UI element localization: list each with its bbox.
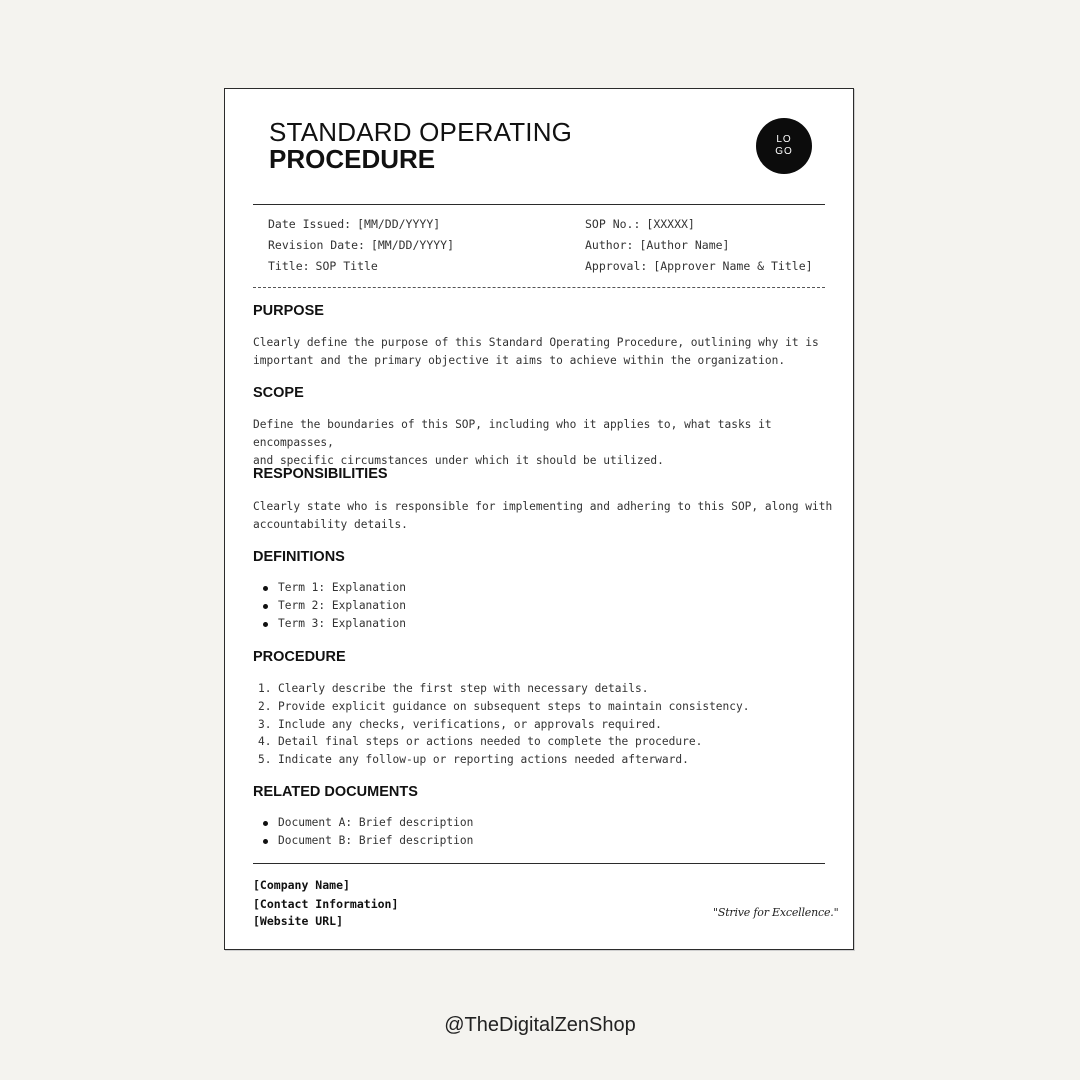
step-text: Clearly describe the first step with necessary details. [278, 682, 649, 695]
related-document-item: Document A: Brief description [261, 814, 473, 832]
meta-divider [253, 287, 825, 288]
step-number: 3. [258, 717, 272, 731]
sop-document-page [224, 88, 854, 950]
meta-title-label: Title: [268, 259, 310, 273]
meta-sop-no-value: [XXXXX] [646, 217, 695, 231]
step-text: Indicate any follow-up or reporting actions needed afterward. [278, 753, 689, 767]
meta-sop-no [585, 217, 695, 231]
meta-author-value: [Author Name] [639, 238, 730, 252]
related-document-item: Document B: Brief description [261, 832, 473, 850]
meta-title [268, 259, 378, 273]
meta-sop-no-label: SOP No.: [585, 217, 641, 231]
step-number: 1. [258, 682, 272, 695]
procedure-step [258, 716, 749, 734]
definition-item: Term 1: Explanation [261, 579, 406, 597]
step-text: Detail final steps or actions needed to complete the procedure. [278, 735, 703, 749]
meta-author-label: Author: [585, 238, 634, 252]
responsibilities-heading: RESPONSIBILITIES [253, 466, 388, 482]
logo-text: LOGO [775, 134, 793, 157]
footer-divider [253, 863, 825, 864]
definitions-heading: DEFINITIONS [253, 549, 345, 565]
purpose-text [253, 334, 833, 370]
definition-item: Term 2: Explanation [261, 597, 406, 615]
purpose-heading: PURPOSE [253, 303, 324, 319]
responsibilities-text-line: Clearly state who is responsible for implementing and adhering to this SOP, along with [253, 500, 833, 513]
meta-approval-label: Approval: [585, 259, 648, 273]
meta-date-issued [268, 217, 440, 231]
procedure-step [258, 698, 749, 716]
procedure-heading: PROCEDURE [253, 649, 346, 665]
footer-contact-info: [Contact Information] [253, 897, 399, 911]
footer-tagline: "Strive for Excellence." [713, 906, 839, 919]
definition-item: Term 3: Explanation [261, 615, 406, 633]
procedure-step [258, 680, 749, 698]
meta-revision-date-label: Revision Date: [268, 238, 365, 252]
step-number: 5. [258, 753, 272, 767]
document-title-line1: STANDARD OPERATING [269, 117, 573, 147]
definitions-list [261, 579, 406, 633]
logo-placeholder [756, 118, 812, 174]
step-text: Include any checks, verifications, or approvals required. [278, 717, 662, 731]
responsibilities-text-line: accountability details. [253, 518, 408, 531]
related-documents-list [261, 814, 473, 850]
footer-company-name: [Company Name] [253, 878, 350, 892]
meta-title-value: SOP Title [315, 259, 378, 273]
step-number: 2. [258, 699, 272, 713]
procedure-step [258, 751, 749, 769]
shop-watermark: @TheDigitalZenShop [444, 1014, 636, 1036]
scope-heading: SCOPE [253, 385, 304, 401]
procedure-step [258, 733, 749, 751]
header-divider [253, 204, 825, 205]
responsibilities-text [253, 498, 833, 534]
purpose-text-line: Clearly define the purpose of this Standard Operating Procedure, outlining why it is [253, 336, 819, 349]
meta-author [585, 238, 729, 252]
scope-text [253, 416, 833, 470]
procedure-steps [258, 680, 749, 769]
meta-approval-value: [Approver Name & Title] [653, 259, 813, 273]
purpose-text-line: important and the primary objective it aims to achieve within the organization. [253, 354, 786, 367]
meta-date-issued-label: Date Issued: [268, 217, 352, 231]
related-documents-heading: RELATED DOCUMENTS [253, 784, 418, 800]
meta-revision-date-value: [MM/DD/YYYY] [370, 238, 455, 252]
meta-date-issued-value: [MM/DD/YYYY] [357, 217, 441, 231]
scope-text-line: Define the boundaries of this SOP, including who it applies to, what tasks it encompasses, [253, 418, 772, 449]
document-title-line2: PROCEDURE [269, 144, 436, 174]
footer-website-url: [Website URL] [253, 914, 344, 928]
step-number: 4. [258, 735, 272, 749]
scope-text-line: and specific circumstances under which it should be utilized. [253, 454, 664, 467]
meta-approval [585, 259, 813, 273]
meta-revision-date [268, 238, 454, 252]
step-text: Provide explicit guidance on subsequent steps to maintain consistency. [278, 699, 750, 713]
